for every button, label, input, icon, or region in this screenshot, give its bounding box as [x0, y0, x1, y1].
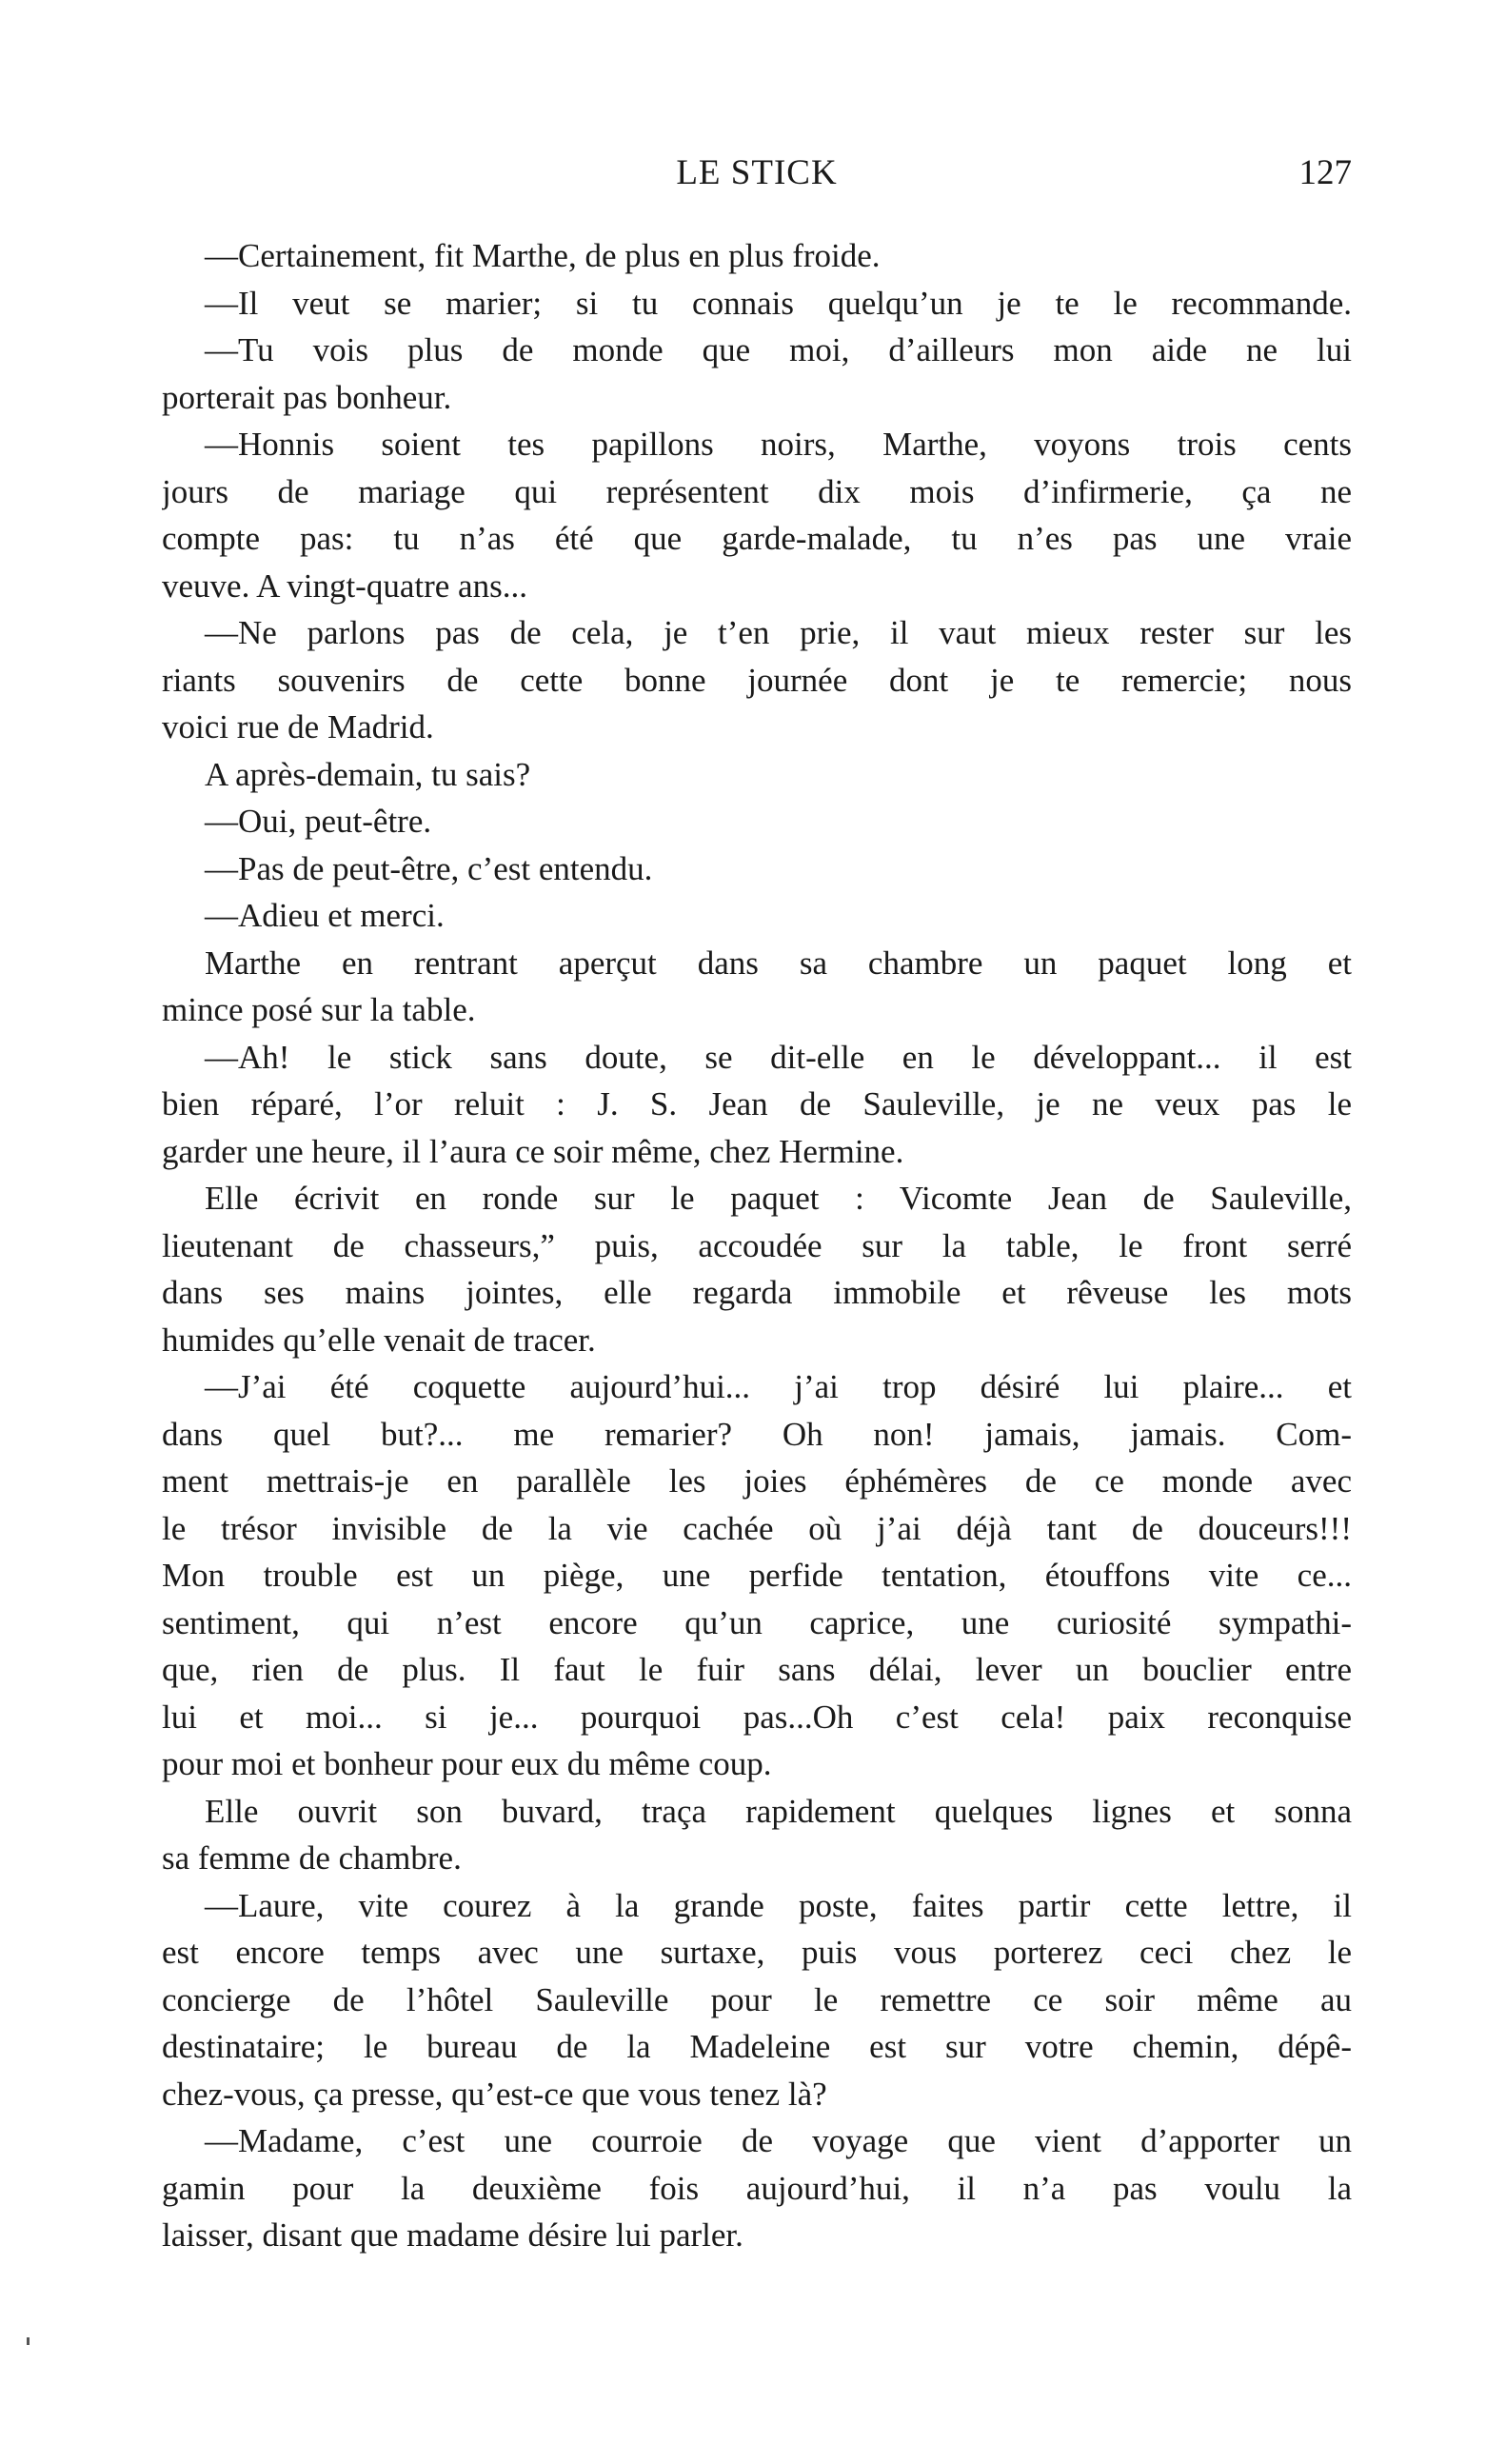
- text-line: sa femme de chambre.: [162, 1839, 462, 1877]
- text-line: sentiment, qui n’est encore qu’un caprice, une curiosité sympathi-: [162, 1603, 1352, 1641]
- text-line: ment mettrais-je en parallèle les joies éphémères de ce monde avec: [162, 1462, 1352, 1500]
- text-line: est encore temps avec une surtaxe, puis vous porterez ceci chez le: [162, 1934, 1352, 1971]
- running-head: [162, 152, 1352, 200]
- text-line: —Il veut se marier; si tu connais quelqu’un je te le recommande.: [205, 284, 1352, 322]
- text-line: gamin pour la deuxième fois aujourd’hui, il n’a pas voulu la: [162, 2169, 1352, 2207]
- text-line: —Tu vois plus de monde que moi, d’ailleurs mon aide ne lui: [205, 331, 1352, 368]
- text-line: Elle ouvrit son buvard, traça rapidement quelques lignes et sonna: [205, 1792, 1352, 1830]
- text-line: Mon trouble est un piège, une perfide tentation, étouffons vite ce...: [162, 1557, 1352, 1594]
- text-line: concierge de l’hôtel Sauleville pour le remettre ce soir même au: [162, 1980, 1352, 2018]
- text-line: voici rue de Madrid.: [162, 708, 434, 745]
- text-line: veuve. A vingt-quatre ans...: [162, 566, 527, 605]
- text-line: —J’ai été coquette aujourd’hui... j’ai trop désiré lui plaire... et: [205, 1368, 1352, 1405]
- text-line: dans quel but?... me remarier? Oh non! jamais, jamais. Com-: [162, 1415, 1352, 1453]
- text-line: pour moi et bonheur pour eux du même coup.: [162, 1745, 772, 1782]
- text-line: porterait pas bonheur.: [162, 378, 452, 416]
- text-line: —Honnis soient tes papillons noirs, Marthe, voyons trois cents: [205, 426, 1352, 463]
- text-line: laisser, disant que madame désire lui parler.: [162, 2216, 743, 2254]
- text-line: lui et moi... si je... pourquoi pas...Oh c’est cela! paix reconquise: [162, 1698, 1352, 1736]
- text-line: Elle écrivit en ronde sur le paquet : Vicomte Jean de Sauleville,: [205, 1180, 1352, 1217]
- body-text: [162, 232, 1352, 2259]
- text-line: Marthe en rentrant aperçut dans sa chambre un paquet long et: [205, 944, 1352, 982]
- text-line: que, rien de plus. Il faut le fuir sans délai, lever un bouclier entre: [162, 1651, 1352, 1688]
- margin-speck: [27, 2337, 30, 2345]
- text-line: jours de mariage qui représentent dix mois d’infirmerie, ça ne: [162, 472, 1352, 510]
- text-line: bien réparé, l’or reluit : J. S. Jean de Sauleville, je ne veux pas le: [162, 1085, 1352, 1123]
- text-line: —Ah! le stick sans doute, se dit-elle en le développant... il est: [205, 1038, 1352, 1076]
- text-line: A après-demain, tu sais?: [205, 755, 531, 793]
- text-line: —Laure, vite courez à la grande poste, faites partir cette lettre, il: [205, 1886, 1352, 1924]
- text-line: —Ne parlons pas de cela, je t’en prie, il vaut mieux rester sur les: [205, 614, 1352, 651]
- page-number: 127: [1298, 153, 1352, 192]
- text-line: riants souvenirs de cette bonne journée dont je te remercie; nous: [162, 661, 1352, 699]
- text-line: compte pas: tu n’as été que garde-malade, tu n’es pas une vraie: [162, 520, 1352, 557]
- text-line: garder une heure, il l’aura ce soir même, chez Hermine.: [162, 1132, 904, 1170]
- text-line: dans ses mains jointes, elle regarda immobile et rêveuse les mots: [162, 1274, 1352, 1311]
- text-line: destinataire; le bureau de la Madeleine est sur votre chemin, dépê-: [162, 2028, 1352, 2065]
- running-title: LE STICK: [676, 153, 838, 192]
- text-line: —Pas de peut-être, c’est entendu.: [205, 849, 653, 887]
- text-line: humides qu’elle venait de tracer.: [162, 1321, 596, 1359]
- text-line: lieutenant de chasseurs,” puis, accoudée sur la table, le front serré: [162, 1226, 1352, 1264]
- text-line: le trésor invisible de la vie cachée où j’ai déjà tant de douceurs!!!: [162, 1509, 1352, 1547]
- text-line: —Madame, c’est une courroie de voyage que vient d’apporter un: [205, 2122, 1352, 2159]
- text-line: —Adieu et merci.: [205, 897, 445, 934]
- text-line: —Oui, peut-être.: [205, 803, 432, 840]
- text-line: mince posé sur la table.: [162, 991, 476, 1028]
- text-line: chez-vous, ça presse, qu’est-ce que vous tenez là?: [162, 2075, 827, 2113]
- text-line: —Certainement, fit Marthe, de plus en plus froide.: [205, 237, 881, 274]
